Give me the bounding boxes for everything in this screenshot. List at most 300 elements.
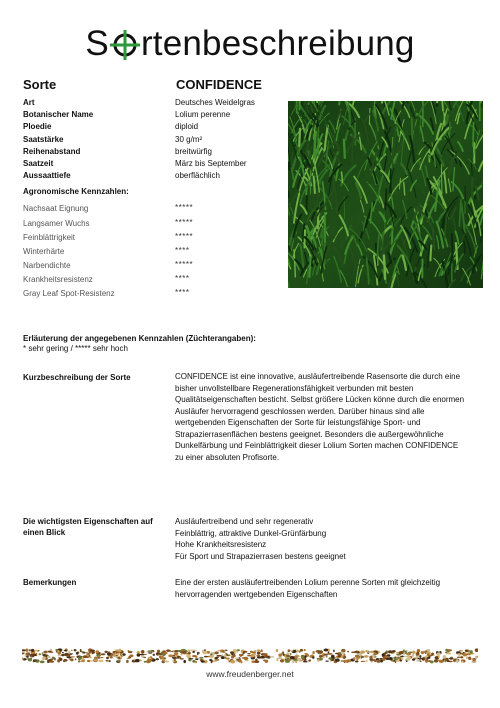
agronomic-rating: ***** bbox=[175, 260, 194, 269]
seed-grain bbox=[318, 650, 323, 653]
seed-grain bbox=[172, 659, 174, 662]
seed-grain bbox=[445, 649, 448, 651]
seed-grain bbox=[323, 649, 328, 652]
seed-grain bbox=[144, 661, 147, 663]
agronomic-rating: ***** bbox=[175, 218, 194, 227]
seed-grain bbox=[373, 650, 377, 652]
crosshair-logo-icon bbox=[110, 30, 140, 60]
seed-grain bbox=[328, 648, 330, 652]
rating-scale: * sehr gering / ***** sehr hoch bbox=[23, 344, 128, 353]
grass-blade bbox=[442, 101, 443, 111]
seed-grain bbox=[430, 660, 434, 663]
seed-grain bbox=[80, 661, 84, 662]
seed-grain bbox=[30, 655, 32, 657]
seed-grain bbox=[91, 660, 93, 661]
seed-grain bbox=[89, 651, 92, 653]
seed-grain bbox=[28, 650, 30, 652]
seed-grain bbox=[150, 656, 153, 657]
seed-grain bbox=[58, 657, 61, 658]
grass-blade bbox=[450, 122, 451, 137]
description-line: Ausläufer hervorragend geschlossen werden. Darüber hinaus sind alle bbox=[175, 406, 425, 416]
seed-grain bbox=[224, 654, 227, 657]
rating-explanation-heading: Erläuterung der angegebenen Kennzahlen (Züchterangaben): bbox=[23, 334, 256, 343]
seed-grain bbox=[384, 652, 387, 654]
seed-grain bbox=[225, 657, 227, 659]
key-feature-line: Für Sport und Strapazierrasen bestens geeignet bbox=[175, 551, 346, 561]
seed-grain bbox=[110, 656, 113, 658]
seed-grain bbox=[417, 649, 420, 653]
seed-grain bbox=[436, 653, 439, 656]
seed-grain bbox=[231, 660, 236, 663]
seed-grain bbox=[364, 655, 369, 658]
seed-grain bbox=[299, 650, 301, 652]
seed-grain bbox=[129, 651, 132, 652]
seed-grain bbox=[382, 653, 385, 656]
seed-grain bbox=[221, 656, 225, 659]
seed-grain bbox=[52, 657, 55, 660]
page-header bbox=[0, 22, 500, 66]
seed-grain bbox=[43, 656, 46, 660]
seed-grain bbox=[179, 657, 181, 659]
seed-grain bbox=[399, 651, 404, 654]
grass-photo bbox=[288, 101, 483, 288]
seed-grain bbox=[343, 660, 348, 663]
seed-grain bbox=[178, 650, 182, 652]
seed-grain bbox=[438, 660, 443, 661]
seed-grain bbox=[301, 655, 305, 658]
seed-grain bbox=[416, 660, 420, 662]
seed-grain bbox=[58, 654, 62, 656]
property-label: Botanischer Name bbox=[23, 110, 94, 119]
seed-grain bbox=[195, 656, 198, 658]
seed-grain bbox=[421, 651, 425, 654]
seed-grain bbox=[75, 658, 77, 660]
seed-grain bbox=[295, 660, 297, 663]
seed-grain bbox=[265, 655, 267, 658]
seed-grain bbox=[347, 651, 349, 652]
seed-grain bbox=[355, 655, 358, 658]
seed-grain bbox=[162, 656, 164, 659]
title-prefix: S bbox=[85, 24, 109, 63]
agronomic-rating: **** bbox=[175, 288, 190, 297]
agronomic-label: Narbendichte bbox=[23, 261, 71, 270]
remarks-text bbox=[175, 577, 480, 600]
seed-grain bbox=[285, 656, 287, 659]
seed-grain bbox=[385, 656, 388, 659]
seed-grain bbox=[412, 654, 414, 657]
seed-grain bbox=[297, 658, 301, 661]
seed-grain bbox=[475, 656, 477, 659]
seed-grain bbox=[180, 653, 183, 655]
seed-grain bbox=[277, 657, 282, 659]
key-features-label-line: Die wichtigsten Eigenschaften auf bbox=[23, 517, 153, 526]
seed-grain bbox=[214, 657, 217, 659]
seed-grain bbox=[290, 656, 295, 659]
seed-grain bbox=[358, 652, 361, 656]
description-label: Kurzbeschreibung der Sorte bbox=[23, 373, 131, 382]
seed-grain bbox=[26, 656, 29, 658]
grass-blade bbox=[430, 245, 431, 260]
seed-grain bbox=[151, 650, 154, 652]
seed-grain bbox=[49, 661, 54, 663]
seed-grain bbox=[403, 656, 407, 657]
seed-grain bbox=[283, 654, 285, 656]
seed-grain bbox=[94, 659, 98, 662]
seed-grain bbox=[394, 658, 398, 660]
seed-grain bbox=[98, 660, 103, 663]
seed-grain bbox=[325, 660, 329, 661]
key-features-label-line: einen Blick bbox=[23, 528, 66, 537]
seed-grain bbox=[278, 653, 282, 656]
page-title bbox=[85, 22, 414, 66]
seed-grain bbox=[78, 660, 80, 662]
seed-grain bbox=[360, 657, 362, 658]
seed-grain bbox=[373, 653, 377, 655]
seed-grain bbox=[26, 648, 28, 652]
seed-grain bbox=[203, 651, 207, 654]
seed-grain bbox=[247, 655, 251, 656]
seed-grain bbox=[308, 660, 311, 662]
seed-grain bbox=[389, 657, 393, 660]
seed-grain bbox=[425, 655, 428, 657]
seed-grain bbox=[434, 659, 438, 662]
seed-grain bbox=[319, 656, 323, 658]
remarks-label: Bemerkungen bbox=[23, 578, 77, 587]
seed-grain bbox=[194, 650, 197, 651]
seed-grain bbox=[78, 657, 82, 660]
seed-grain bbox=[239, 654, 242, 657]
property-value: Lolium perenne bbox=[175, 110, 231, 119]
seed-grain bbox=[200, 657, 204, 659]
seed-grain bbox=[92, 651, 95, 654]
seed-grain bbox=[241, 660, 243, 663]
seed-grain bbox=[288, 649, 290, 652]
seed-grain bbox=[257, 649, 260, 652]
seed-grain bbox=[333, 650, 335, 653]
seed-grain bbox=[296, 653, 298, 655]
seed-grain bbox=[270, 656, 275, 657]
seed-grain bbox=[355, 661, 359, 663]
seed-grain bbox=[197, 652, 199, 655]
description-line: Strapazierrasenflächen bestens geeignet. Besonders die außergewöhnliche bbox=[175, 429, 444, 439]
remarks-line: Eine der ersten ausläufertreibenden Lolium perenne Sorten mit gleichzeitig bbox=[175, 578, 441, 587]
seed-grain bbox=[353, 657, 355, 660]
seed-grain bbox=[412, 651, 415, 655]
seed-strip-banner bbox=[22, 648, 478, 664]
grass-blade bbox=[318, 127, 319, 138]
seed-grain bbox=[117, 660, 121, 662]
property-value: Deutsches Weidelgras bbox=[175, 98, 255, 107]
seed-grain bbox=[214, 661, 217, 663]
seed-grain bbox=[204, 649, 206, 651]
seed-grain bbox=[181, 651, 186, 654]
seed-grain bbox=[48, 651, 51, 653]
seed-grain bbox=[214, 651, 218, 654]
seed-grain bbox=[157, 650, 160, 653]
description-line: zu einer absoluten Profisorte. bbox=[175, 452, 280, 462]
seed-grain bbox=[33, 661, 35, 662]
seed-grain bbox=[76, 652, 79, 655]
seed-grain bbox=[117, 653, 119, 656]
seed-grain bbox=[68, 651, 70, 654]
seed-grain bbox=[66, 655, 71, 657]
grass-blade bbox=[385, 189, 386, 210]
seed-grain bbox=[71, 650, 73, 651]
seed-grain bbox=[118, 649, 121, 652]
seed-grain bbox=[468, 656, 471, 660]
seed-grain bbox=[128, 650, 130, 652]
seed-grain bbox=[475, 648, 478, 652]
seed-grain bbox=[460, 656, 464, 658]
seed-grain bbox=[162, 652, 164, 654]
grass-blade bbox=[392, 221, 393, 245]
grass-blade bbox=[344, 140, 345, 158]
grass-blade bbox=[464, 242, 465, 253]
agronomic-label: Langsamer Wuchs bbox=[23, 219, 90, 228]
seed-grain bbox=[285, 660, 290, 663]
seed-grain bbox=[64, 650, 68, 652]
seed-grain bbox=[243, 651, 247, 653]
seed-grain bbox=[280, 654, 282, 655]
seed-grain bbox=[461, 661, 463, 663]
seed-grain bbox=[57, 659, 60, 663]
seed-grain bbox=[419, 655, 421, 658]
seed-grain bbox=[183, 660, 186, 663]
grass-blade bbox=[342, 172, 343, 182]
seed-grain bbox=[276, 649, 279, 652]
grass-blade bbox=[412, 118, 413, 139]
seed-grain bbox=[87, 660, 91, 662]
seed-grain bbox=[236, 649, 240, 651]
seed-grain bbox=[210, 656, 214, 659]
seed-grain bbox=[367, 651, 371, 652]
seed-grain bbox=[96, 654, 101, 656]
agronomic-heading: Agronomische Kennzahlen: bbox=[23, 187, 129, 196]
seed-grain bbox=[388, 650, 393, 653]
seed-grain bbox=[235, 658, 240, 660]
seed-grain bbox=[69, 658, 72, 659]
seed-grain bbox=[262, 653, 266, 655]
seed-grain bbox=[148, 652, 152, 653]
seed-grain bbox=[172, 657, 177, 659]
seed-grain bbox=[417, 652, 419, 654]
seed-grain bbox=[126, 660, 129, 663]
agronomic-label: Gray Leaf Spot-Resistenz bbox=[23, 289, 115, 298]
seed-grain bbox=[433, 655, 435, 656]
seed-grain bbox=[129, 654, 133, 657]
seed-grain bbox=[470, 650, 473, 654]
seed-grain bbox=[159, 654, 162, 655]
seed-grain bbox=[122, 653, 125, 656]
property-label: Ploedie bbox=[23, 122, 52, 131]
property-label: Saatstärke bbox=[23, 135, 64, 144]
seed-grain bbox=[408, 652, 412, 654]
seed-grain bbox=[374, 661, 376, 662]
seed-grain bbox=[312, 656, 314, 659]
title-suffix: rtenbeschreibung bbox=[140, 24, 415, 63]
seed-grain bbox=[335, 653, 338, 655]
key-feature-line: Ausläufertreibend und sehr regenerativ bbox=[175, 517, 314, 526]
seed-grain bbox=[164, 661, 169, 663]
seed-grain bbox=[42, 654, 46, 656]
seed-grain bbox=[159, 655, 162, 658]
agronomic-rating: **** bbox=[175, 274, 190, 283]
seed-grain bbox=[192, 660, 195, 663]
property-value: oberflächlich bbox=[175, 171, 220, 180]
variety-heading-label: Sorte bbox=[23, 77, 57, 92]
seed-grain bbox=[447, 660, 450, 662]
seed-grain bbox=[207, 651, 210, 654]
seed-grain bbox=[141, 650, 144, 653]
seed-grain bbox=[425, 660, 428, 663]
seed-grain bbox=[446, 652, 451, 654]
seed-grain bbox=[471, 661, 476, 662]
agronomic-label: Feinblättrigkeit bbox=[23, 233, 76, 242]
seed-grain bbox=[80, 649, 82, 652]
seed-grain bbox=[217, 655, 222, 656]
seed-grain bbox=[325, 656, 327, 658]
grass-blade bbox=[305, 230, 306, 247]
seed-grain bbox=[412, 658, 415, 660]
footer-website-link[interactable]: www.freudenberger.net bbox=[206, 669, 294, 679]
property-label: Art bbox=[23, 98, 35, 107]
seed-grain bbox=[141, 655, 145, 658]
seed-grain bbox=[67, 657, 72, 659]
description-text bbox=[175, 371, 480, 463]
seed-grain bbox=[393, 650, 396, 652]
seed-grain bbox=[149, 659, 153, 661]
seed-grain bbox=[341, 652, 345, 655]
seed-grain bbox=[361, 661, 366, 662]
seed-grain bbox=[40, 661, 45, 664]
seed-grain bbox=[137, 654, 141, 657]
seed-grain bbox=[286, 655, 291, 656]
grass-blade bbox=[369, 108, 370, 124]
seed-grain bbox=[195, 661, 197, 664]
property-label: Aussaattiefe bbox=[23, 171, 71, 180]
seed-grain bbox=[401, 658, 404, 660]
seed-grain bbox=[338, 655, 341, 657]
seed-grain bbox=[407, 657, 409, 660]
key-feature-line: Hohe Krankheitsresistenz bbox=[175, 540, 267, 549]
seed-grain bbox=[109, 660, 111, 662]
seed-grain bbox=[153, 654, 155, 656]
seed-grain bbox=[348, 660, 350, 661]
seed-grain bbox=[156, 659, 158, 660]
seed-grain bbox=[105, 651, 108, 653]
seed-grain bbox=[449, 658, 454, 660]
seed-grain bbox=[97, 657, 101, 658]
property-value: 30 g/m² bbox=[175, 135, 203, 144]
seed-grain bbox=[460, 652, 462, 654]
seed-grain bbox=[312, 651, 314, 654]
seed-grain bbox=[255, 660, 260, 663]
agronomic-rating: ***** bbox=[175, 203, 194, 212]
seed-grain bbox=[188, 650, 192, 651]
seed-grain bbox=[88, 657, 92, 659]
agronomic-rating: ***** bbox=[175, 232, 194, 241]
seed-grain bbox=[418, 658, 423, 659]
seed-grain bbox=[395, 661, 397, 664]
seed-grain bbox=[106, 660, 109, 662]
agronomic-label: Nachsaat Eignung bbox=[23, 204, 89, 213]
seed-grain bbox=[204, 656, 208, 658]
seed-grain bbox=[140, 659, 142, 661]
seed-grain bbox=[225, 649, 228, 651]
seed-grain bbox=[26, 652, 30, 655]
description-line: Qualitätseigenschaften besticht. Selbst größere Lücken könne durch die enormen bbox=[175, 395, 465, 404]
seed-grain bbox=[280, 659, 283, 662]
seed-grain bbox=[120, 656, 122, 659]
seed-grain bbox=[317, 658, 319, 660]
seed-grain bbox=[110, 653, 113, 656]
seed-grain bbox=[39, 653, 42, 655]
seed-grain bbox=[189, 658, 194, 659]
seed-grain bbox=[177, 656, 180, 657]
seed-grain bbox=[369, 656, 372, 659]
grass-blade bbox=[473, 122, 474, 146]
variety-name: CONFIDENCE bbox=[176, 77, 262, 92]
key-features-text bbox=[175, 516, 480, 562]
seed-grain bbox=[466, 654, 471, 655]
seed-grain bbox=[427, 649, 430, 651]
seed-grain bbox=[57, 650, 59, 653]
remarks-line: hervorragenden wertgebenden Eigenschaften bbox=[175, 589, 338, 599]
seed-grain bbox=[243, 657, 248, 660]
seed-grain bbox=[195, 658, 199, 660]
seed-grain bbox=[209, 659, 212, 661]
seed-grain bbox=[106, 657, 109, 659]
seed-grain bbox=[31, 649, 34, 652]
seed-grain bbox=[253, 653, 256, 655]
seed-grain bbox=[335, 659, 340, 662]
seed-grain bbox=[473, 658, 476, 661]
seed-grain bbox=[83, 655, 87, 658]
grass-blade bbox=[349, 108, 350, 126]
seed-grain bbox=[162, 661, 164, 663]
seed-grain bbox=[135, 659, 140, 662]
seed-grain bbox=[416, 656, 418, 659]
description-line: bisher unvollstellbare Regenerationsfähigkeit verbunden mit besten bbox=[175, 383, 414, 393]
agronomic-label: Winterhärte bbox=[23, 247, 65, 256]
key-feature-line: Feinblättrig, attraktive Dunkel-Grünfärbung bbox=[175, 528, 327, 538]
seed-grain bbox=[265, 660, 269, 663]
seed-grain bbox=[260, 657, 263, 659]
seed-grain bbox=[463, 653, 467, 656]
seed-grain bbox=[443, 655, 447, 658]
seed-grain bbox=[366, 660, 368, 662]
seed-grain bbox=[233, 654, 236, 657]
seed-grain bbox=[63, 660, 65, 662]
seed-grain bbox=[166, 649, 170, 652]
seed-grain bbox=[30, 658, 33, 660]
seed-grain bbox=[304, 649, 306, 651]
seed-grain bbox=[324, 654, 328, 655]
seed-grain bbox=[230, 651, 234, 654]
property-value: März bis September bbox=[175, 159, 247, 168]
seed-grain bbox=[459, 650, 463, 651]
seed-grain bbox=[95, 650, 99, 653]
seed-grain bbox=[376, 660, 380, 663]
seed-grain bbox=[101, 653, 106, 655]
seed-grain bbox=[27, 658, 30, 659]
seed-grain bbox=[290, 653, 292, 656]
seed-grain bbox=[303, 661, 308, 662]
seed-grain bbox=[257, 652, 261, 655]
seed-grain bbox=[192, 651, 195, 653]
seed-grain bbox=[173, 655, 176, 657]
seed-grain bbox=[62, 652, 64, 654]
